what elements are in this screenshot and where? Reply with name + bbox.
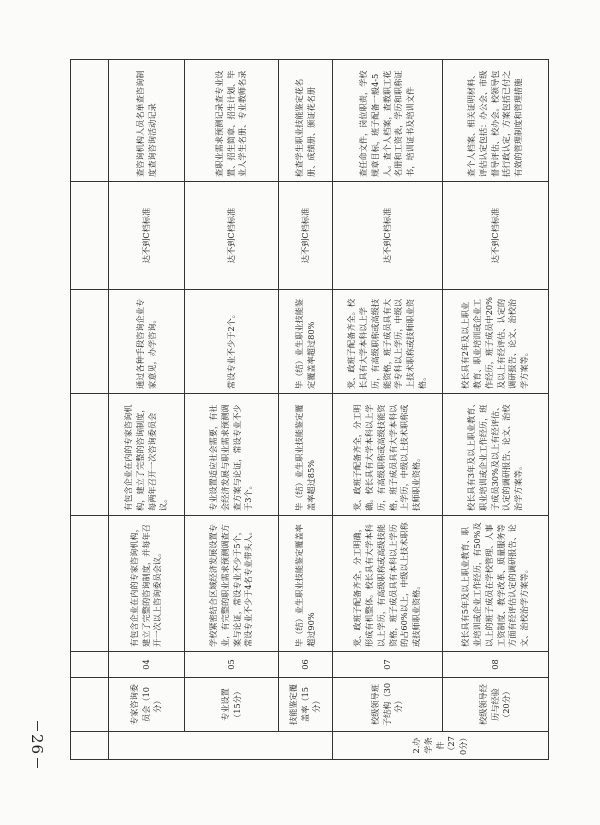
item-cell: 校级领导班子结构（30分） — [333, 678, 443, 732]
method-cell: 查咨询机构人员名单查咨询制度查询咨询活动记录 — [109, 60, 185, 182]
page-number: 26 — [20, 718, 46, 786]
method-cell: 查任命文件，岗位职责，学校规章目标，班子配备一般4-5人。查个人档案，查教职工花名册和工资表，学历和职称证书，培训证书及培训文件 — [333, 60, 443, 182]
level-c-cell — [71, 290, 109, 394]
method-cell: 查职业需求预测记录查专业设置、招生简章、招生计划、毕业人学生名册、专业教师名录 — [185, 60, 279, 182]
level-a-cell: 校长具有5年及以上职业教育、职业培训或企业工作经历，有50%及以上的班子成员在学校管理、人事工资制度、教学改革、质量服务等方面有经评估认定的调研报告、论文、治校治学方案等。 — [443, 516, 549, 652]
category-cell — [109, 732, 333, 760]
table-row — [109, 60, 185, 760]
method-cell: 检查学生职业技能鉴定花名册、成绩册、颁证花名册 — [279, 60, 333, 182]
table-row — [333, 60, 443, 760]
table-row — [279, 60, 333, 760]
level-c-cell: 毕（结）业生职业技能鉴定覆盖率超过80% — [279, 290, 333, 394]
level-d-cell — [71, 182, 109, 290]
code-cell: 08 — [443, 652, 549, 678]
level-b-cell: 校长具有3年及以上职业教育、职业培训或企业工作经历，班子成员30%及以上有经评估、认定的调研报告、论文、治校治学方案等。 — [443, 394, 549, 516]
standards-table — [70, 59, 549, 760]
level-a-cell: 毕（结）业生职业技能鉴定覆盖率超过90% — [279, 516, 333, 652]
item-cell: 技能鉴定覆盖率（15分） — [279, 678, 333, 732]
category-cell: 2.办学条件（270分） — [333, 732, 549, 760]
level-d-cell: 达不到C档标准 — [443, 182, 549, 290]
item-cell: 专业设置（15分） — [185, 678, 279, 732]
level-a-cell — [71, 516, 109, 652]
level-c-cell: 常设专业不少于2个。 — [185, 290, 279, 394]
code-cell: 06 — [279, 652, 333, 678]
table-row — [443, 60, 549, 760]
item-cell: 专家咨询委员会（10分） — [109, 678, 185, 732]
level-a-cell: 有包含企业在内的专家咨询机构，建立了完整的咨询制度，并每年召开一次以上咨询委员会议。 — [109, 516, 185, 652]
level-d-cell: 达不到C档标准 — [185, 182, 279, 290]
level-b-cell: 有包含企业在内的专家咨询机构，建立了完整的咨询制度，每两年召开一次咨询委员会议。 — [109, 394, 185, 516]
item-cell: 校级领导经历与经验（20分） — [443, 678, 549, 732]
rotated-page — [70, 60, 548, 760]
level-b-cell: 党、政班子配备齐全，分工明确。校长具有大学本科以上学历，有高级职称或高级技能资格，班子成员具有大学本科以上学历，中级以上技术职称或技师职业资格。 — [333, 394, 443, 516]
level-b-cell: 专业设置适应社会需要，有社会经济发展与职业需求预测调查方案与论证，常设专业不少于3个。 — [185, 394, 279, 516]
category-cell — [71, 732, 109, 760]
code-cell — [71, 652, 109, 678]
level-a-cell: 学校紧密结合区域经济发展设置专业，有完整的职业需求预测调查方案与论证，常设专业不少于5个，常设专业不少于4名专业带头人。 — [185, 516, 279, 652]
table-row — [71, 60, 109, 760]
code-cell: 04 — [109, 652, 185, 678]
method-cell — [71, 60, 109, 182]
method-cell: 查个人档案、相关证明材料、评估认定包括：办公会、市级督导评估、校办会。校领导包括行政认定，方案包括已付之有效的管理制度和管理措施 — [443, 60, 549, 182]
item-cell — [71, 678, 109, 732]
level-b-cell — [71, 394, 109, 516]
level-c-cell: 通过各种手段咨询企业专家意见，办学咨询。 — [109, 290, 185, 394]
level-d-cell: 达不到C档标准 — [333, 182, 443, 290]
level-b-cell: 毕（结）业生职业技能鉴定覆盖率超过85% — [279, 394, 333, 516]
code-cell: 07 — [333, 652, 443, 678]
level-d-cell: 达不到C档标准 — [109, 182, 185, 290]
level-a-cell: 党、政班子配备齐全，分工明确，形成有机整体。校长具有大学本科以上学历，有高级职称或高级技能资格，班子成员具有本科以上学历的占60%以上，中级以上技术职称或技师职业资格。 — [333, 516, 443, 652]
level-c-cell: 党、政班子配备齐全。校长具有大学本科以上学历，有高级职称或高级技能资格，班子成员具有大学专科以上学历，中级以上技术职称或技师职业资格。 — [333, 290, 443, 394]
code-cell: 05 — [185, 652, 279, 678]
level-d-cell: 达不到C档标准 — [279, 182, 333, 290]
table-row — [185, 60, 279, 760]
level-c-cell: 校长具有2年及以上职业教育、职业培训或企业工作经历，班子成员中20%及以上有经评估、认定的调研报告、论文、治校治学方案等。 — [443, 290, 549, 394]
